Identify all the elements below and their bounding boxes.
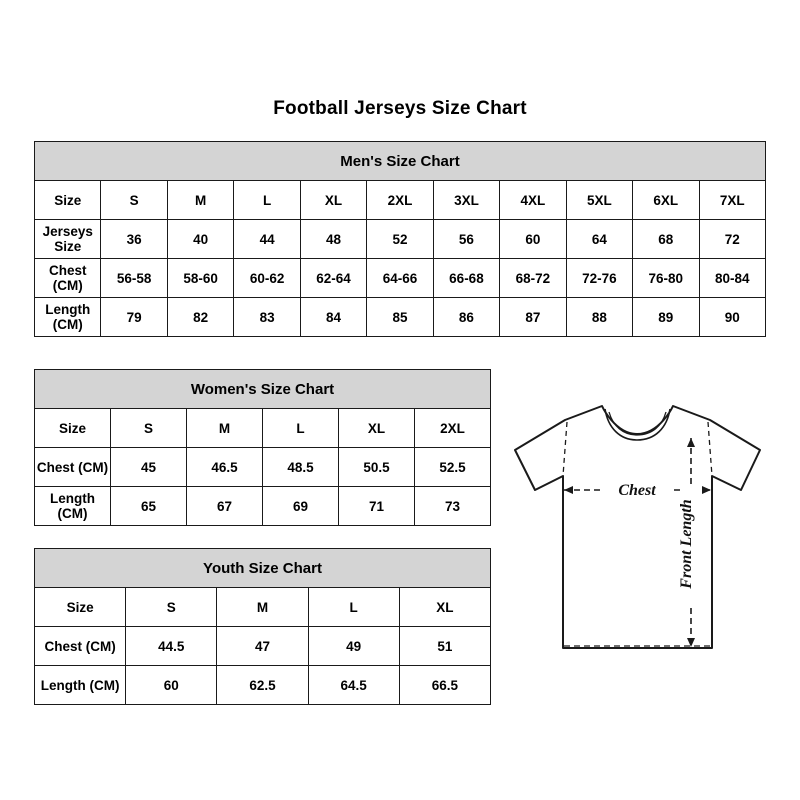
womens-cell-0-1: 46.5 xyxy=(187,448,263,487)
mens-cell-2-2: 83 xyxy=(234,298,300,337)
womens-size-col-4: 2XL xyxy=(415,409,491,448)
mens-cell-2-6: 87 xyxy=(500,298,566,337)
table-caption-row xyxy=(35,142,766,181)
mens-cell-2-7: 88 xyxy=(566,298,632,337)
womens-table-caption: Women's Size Chart xyxy=(35,370,491,409)
youth-cell-0-0: 44.5 xyxy=(126,627,217,666)
mens-cell-2-5: 86 xyxy=(433,298,499,337)
youth-cell-0-3: 51 xyxy=(399,627,490,666)
front-length-label: Front Length xyxy=(678,499,695,589)
table-row xyxy=(35,666,491,705)
table-row xyxy=(35,298,766,337)
mens-cell-1-5: 66-68 xyxy=(433,259,499,298)
womens-cell-1-0: 65 xyxy=(111,487,187,526)
jersey-measurement-diagram xyxy=(505,398,770,688)
mens-cell-0-3: 48 xyxy=(300,220,366,259)
mens-size-col-1: M xyxy=(167,181,233,220)
mens-cell-0-8: 68 xyxy=(633,220,699,259)
mens-cell-0-4: 52 xyxy=(367,220,433,259)
table-caption-row xyxy=(35,370,491,409)
page-title: Football Jerseys Size Chart xyxy=(273,98,527,119)
youth-cell-1-0: 60 xyxy=(126,666,217,705)
womens-cell-0-0: 45 xyxy=(111,448,187,487)
mens-cell-0-1: 40 xyxy=(167,220,233,259)
mens-size-col-6: 4XL xyxy=(500,181,566,220)
womens-size-col-3: XL xyxy=(339,409,415,448)
table-row xyxy=(35,627,491,666)
mens-cell-1-2: 60-62 xyxy=(234,259,300,298)
mens-row-label-2: Length (CM) xyxy=(35,298,101,337)
mens-row-label-0: Jerseys Size xyxy=(35,220,101,259)
womens-size-chart-table xyxy=(34,369,491,526)
youth-cell-1-2: 64.5 xyxy=(308,666,399,705)
mens-cell-2-0: 79 xyxy=(101,298,167,337)
mens-cell-2-8: 89 xyxy=(633,298,699,337)
mens-cell-2-4: 85 xyxy=(367,298,433,337)
womens-cell-0-4: 52.5 xyxy=(415,448,491,487)
womens-cell-0-2: 48.5 xyxy=(263,448,339,487)
table-row xyxy=(35,487,491,526)
mens-cell-1-6: 68-72 xyxy=(500,259,566,298)
chest-label: Chest xyxy=(618,482,656,499)
womens-cell-1-4: 73 xyxy=(415,487,491,526)
table-header-row xyxy=(35,181,766,220)
mens-table-caption: Men's Size Chart xyxy=(35,142,766,181)
womens-cell-0-3: 50.5 xyxy=(339,448,415,487)
table-header-row xyxy=(35,409,491,448)
womens-row-label-1: Length (CM) xyxy=(35,487,111,526)
table-header-row xyxy=(35,588,491,627)
mens-cell-1-0: 56-58 xyxy=(101,259,167,298)
youth-size-col-3: XL xyxy=(399,588,490,627)
mens-size-col-5: 3XL xyxy=(433,181,499,220)
mens-cell-0-0: 36 xyxy=(101,220,167,259)
youth-cell-1-1: 62.5 xyxy=(217,666,308,705)
youth-row-label-1: Length (CM) xyxy=(35,666,126,705)
mens-cell-1-9: 80-84 xyxy=(699,259,765,298)
mens-cell-2-3: 84 xyxy=(300,298,366,337)
table-row xyxy=(35,259,766,298)
mens-cell-2-9: 90 xyxy=(699,298,765,337)
mens-row-header: Size xyxy=(35,181,101,220)
youth-cell-0-1: 47 xyxy=(217,627,308,666)
mens-size-col-7: 5XL xyxy=(566,181,632,220)
mens-size-col-8: 6XL xyxy=(633,181,699,220)
mens-cell-0-6: 60 xyxy=(500,220,566,259)
womens-cell-1-3: 71 xyxy=(339,487,415,526)
mens-cell-0-5: 56 xyxy=(433,220,499,259)
mens-row-label-1: Chest (CM) xyxy=(35,259,101,298)
youth-size-col-1: M xyxy=(217,588,308,627)
womens-cell-1-2: 69 xyxy=(263,487,339,526)
mens-cell-0-2: 44 xyxy=(234,220,300,259)
mens-cell-1-4: 64-66 xyxy=(367,259,433,298)
mens-cell-0-7: 64 xyxy=(566,220,632,259)
youth-cell-0-2: 49 xyxy=(308,627,399,666)
mens-size-col-4: 2XL xyxy=(367,181,433,220)
mens-cell-1-7: 72-76 xyxy=(566,259,632,298)
womens-size-col-0: S xyxy=(111,409,187,448)
youth-size-col-2: L xyxy=(308,588,399,627)
womens-row-label-0: Chest (CM) xyxy=(35,448,111,487)
youth-size-chart-table xyxy=(34,548,491,705)
womens-size-col-2: L xyxy=(263,409,339,448)
mens-cell-1-3: 62-64 xyxy=(300,259,366,298)
shirt-outline xyxy=(515,406,760,648)
womens-cell-1-1: 67 xyxy=(187,487,263,526)
youth-table-caption: Youth Size Chart xyxy=(35,549,491,588)
mens-size-col-2: L xyxy=(234,181,300,220)
mens-size-col-3: XL xyxy=(300,181,366,220)
youth-row-label-0: Chest (CM) xyxy=(35,627,126,666)
mens-cell-2-1: 82 xyxy=(167,298,233,337)
youth-cell-1-3: 66.5 xyxy=(399,666,490,705)
womens-row-header: Size xyxy=(35,409,111,448)
mens-size-col-0: S xyxy=(101,181,167,220)
mens-size-col-9: 7XL xyxy=(699,181,765,220)
youth-size-col-0: S xyxy=(126,588,217,627)
mens-cell-1-8: 76-80 xyxy=(633,259,699,298)
mens-cell-1-1: 58-60 xyxy=(167,259,233,298)
table-row xyxy=(35,220,766,259)
mens-size-chart-table xyxy=(34,141,766,337)
youth-row-header: Size xyxy=(35,588,126,627)
mens-cell-0-9: 72 xyxy=(699,220,765,259)
table-caption-row xyxy=(35,549,491,588)
womens-size-col-1: M xyxy=(187,409,263,448)
table-row xyxy=(35,448,491,487)
